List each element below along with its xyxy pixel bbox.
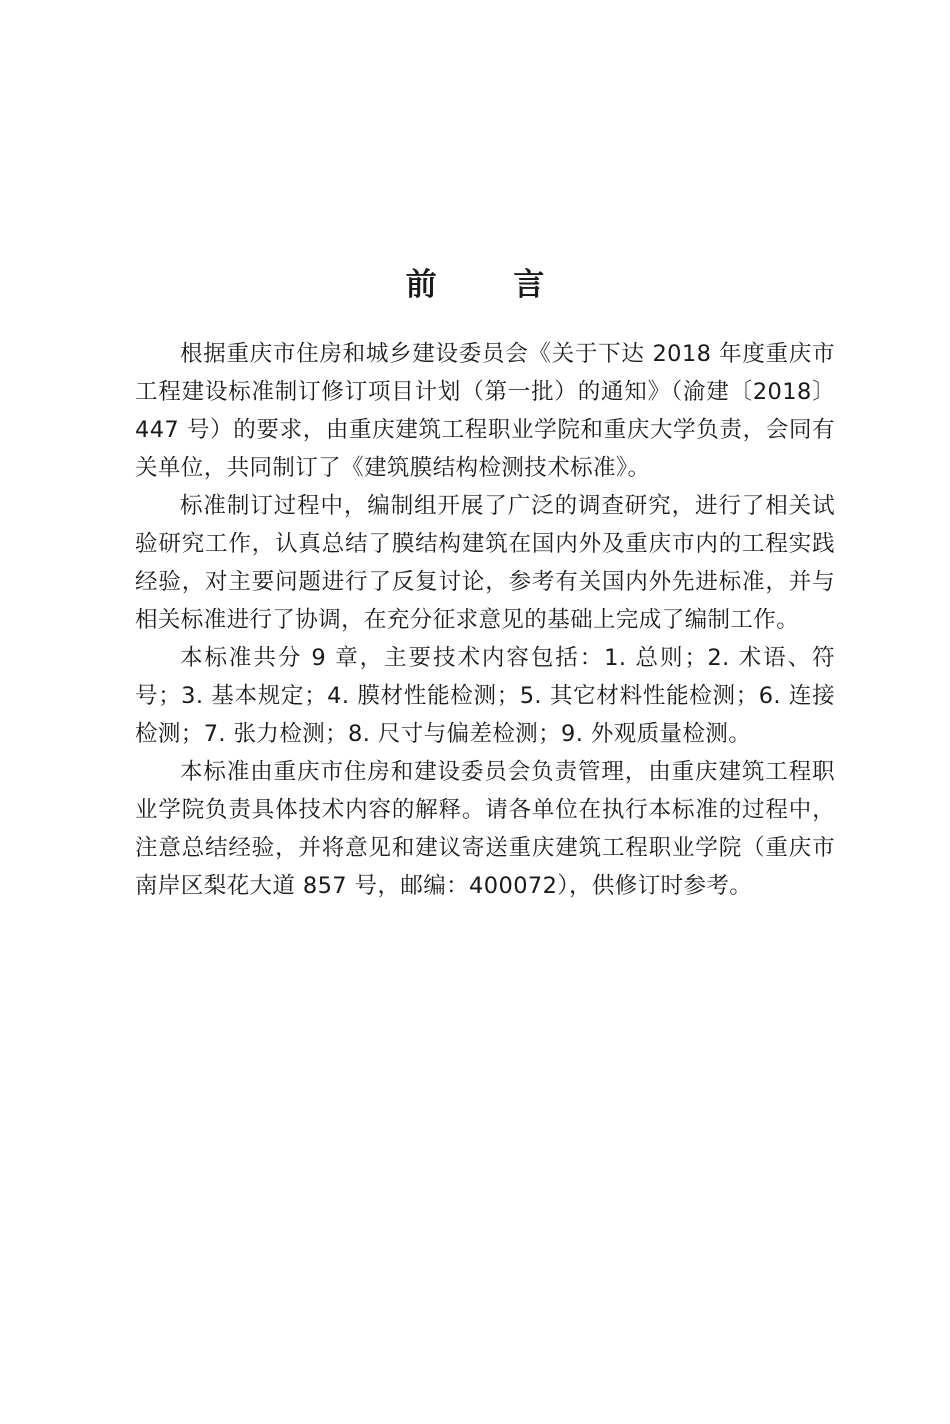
paragraph-management: 本标准由重庆市住房和建设委员会负责管理，由重庆建筑工程职业学院负责具体技术内容的解释。请各单位在执行本标准的过程中，注意总结经验，并将意见和建议寄送重庆建筑工程职业学院（重庆市南岸区梨花大道 857 号，邮编：400072），供修订时参考。 xyxy=(135,759,835,899)
paragraph-background: 根据重庆市住房和城乡建设委员会《关于下达 2018 年度重庆市工程建设标准制订修订项目计划（第一批）的通知》（渝建〔2018〕447 号）的要求，由重庆建筑工程职业学院和重庆大学负责，会同有关单位，共同制订了《建筑膜结构检测技术标准》。 xyxy=(135,341,835,481)
paragraph-process: 标准制订过程中，编制组开展了广泛的调查研究，进行了相关试验研究工作，认真总结了膜结构建筑在国内外及重庆市内的工程实践经验，对主要问题进行了反复讨论，参考有关国内外先进标准，并与相关标准进行了协调，在充分征求意见的基础上完成了编制工作。 xyxy=(135,493,835,633)
preface-body xyxy=(135,335,835,905)
paragraph-contents: 本标准共分 9 章，主要技术内容包括：1. 总则；2. 术语、符号；3. 基本规定；4. 膜材性能检测；5. 其它材料性能检测；6. 连接检测；7. 张力检测；8. 尺寸与偏差检测；9. 外观质量检测。 xyxy=(135,645,835,747)
page-title: 前 言 xyxy=(405,266,578,303)
